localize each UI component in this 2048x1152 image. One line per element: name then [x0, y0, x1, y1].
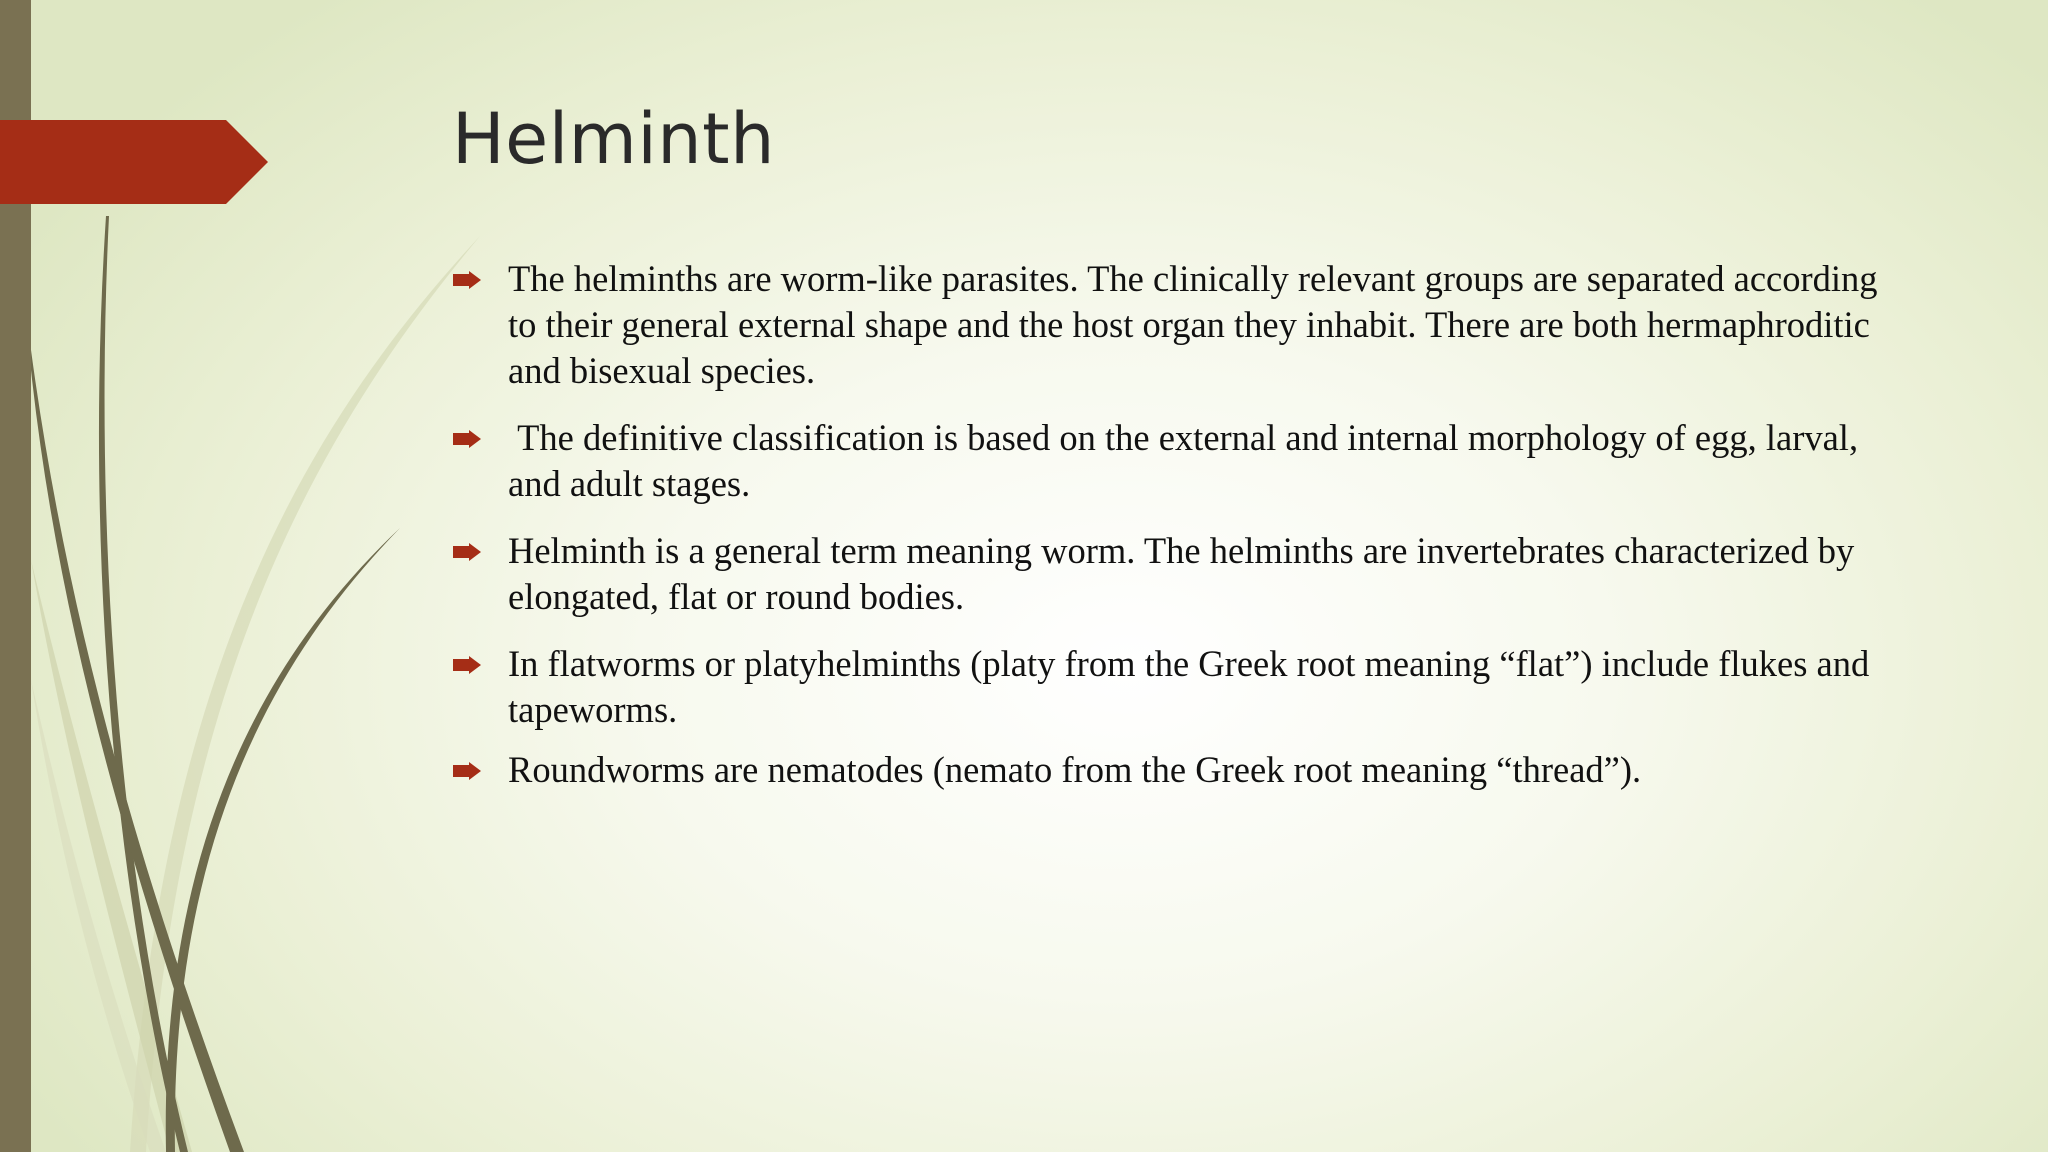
arrow-bullet-icon: [452, 762, 482, 780]
title-arrow-tab: [0, 120, 268, 204]
arrow-bullet-icon: [452, 271, 482, 289]
bullet-text: The helminths are worm-like parasites. The clinically relevant groups are separated according to their general external shape and the host organ they inhabit. There are both hermaphroditic and bisexual species.: [508, 258, 1878, 391]
bullet-text: Roundworms are nematodes (nemato from the Greek root meaning “thread”).: [508, 749, 1642, 790]
arrow-bullet-icon: [452, 656, 482, 674]
bullet-text: Helminth is a general term meaning worm. The helminths are invertebrates characterized by elongated, flat or round bodies.: [508, 530, 1855, 617]
arrow-bullet-icon: [452, 543, 482, 561]
slide-title: Helminth: [452, 98, 775, 180]
bullet-text: The definitive classification is based on the external and internal morphology of egg, larval, and adult stages.: [508, 417, 1868, 504]
bullet-item: [452, 641, 1892, 733]
arrow-bullet-icon: [452, 430, 482, 448]
bullet-item: [452, 256, 1892, 394]
grass-stroke: [31, 350, 244, 1152]
bullet-list: [452, 256, 1892, 814]
bullet-text: In flatworms or platyhelminths (platy from the Greek root meaning “flat”) include flukes and tapeworms.: [508, 643, 1870, 730]
bullet-item: [452, 528, 1892, 620]
bullet-item: [452, 747, 1892, 793]
bullet-item: [452, 415, 1892, 507]
